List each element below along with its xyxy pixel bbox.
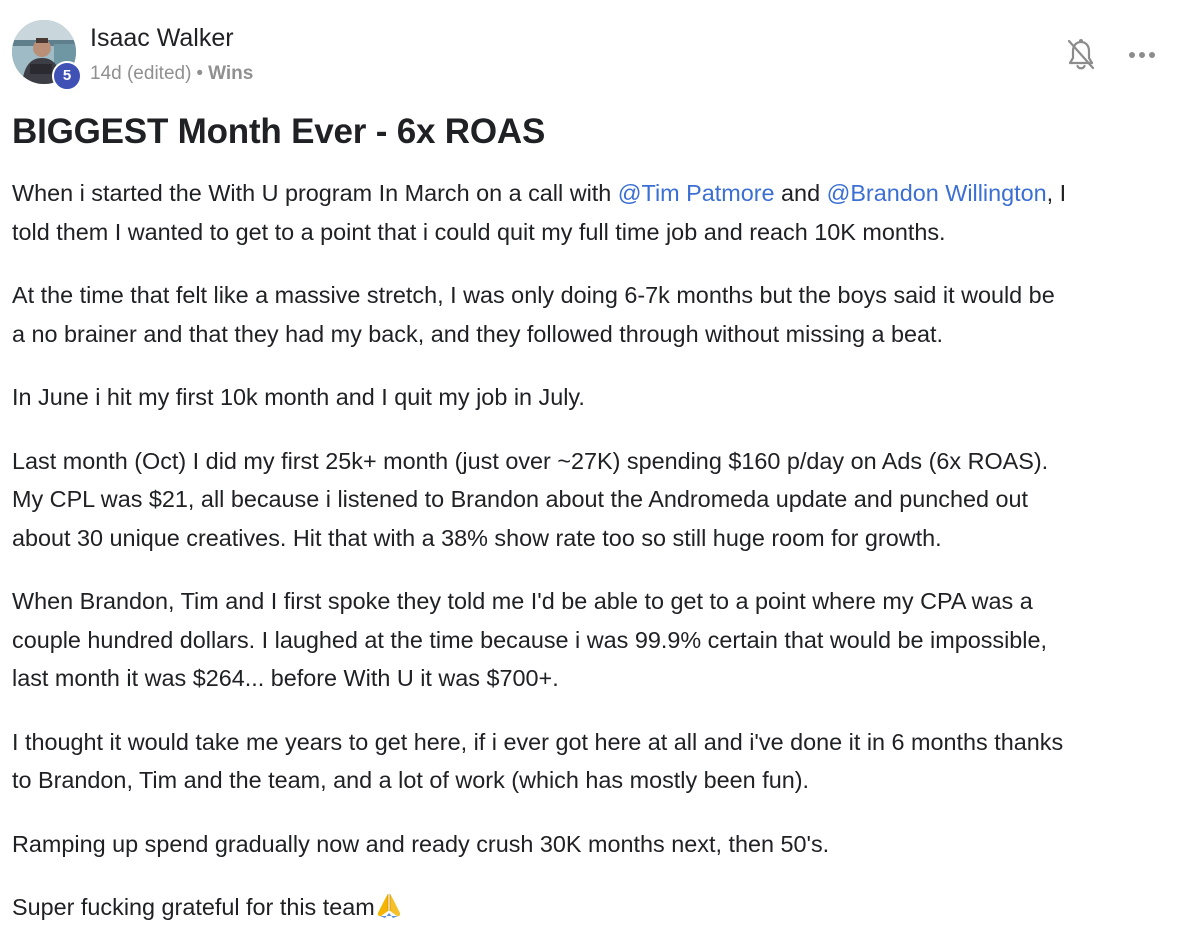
post-time: 14d (edited) <box>90 63 192 84</box>
paragraph-text: When i started the With U program In March on a call with <box>12 180 618 206</box>
level-badge: 5 <box>52 61 82 91</box>
paragraph-text: Super fucking grateful for this team <box>12 894 375 920</box>
paragraph-text: At the time that felt like a massive stretch, I was only doing 6-7k months but the boys said it would be <box>12 282 1055 308</box>
paragraph-text: When Brandon, Tim and I first spoke they told me I'd be able to get to a point where my CPA was a <box>12 588 1033 614</box>
paragraph-8 <box>12 888 1172 927</box>
paragraph-text: last month it was $264... before With U it was $700+. <box>12 665 559 691</box>
paragraph-text: , I <box>1046 180 1067 206</box>
post-category[interactable]: Wins <box>208 63 254 84</box>
bell-muted-icon[interactable] <box>1066 38 1096 72</box>
post-body <box>12 174 1172 952</box>
more-dots-icon[interactable] <box>1124 40 1160 70</box>
post-title: BIGGEST Month Ever - 6x ROAS <box>12 112 546 151</box>
paragraph-text: and <box>774 180 827 206</box>
folded-hands-emoji-icon <box>375 891 403 919</box>
meta-separator: • <box>196 63 204 84</box>
paragraph-6 <box>12 723 1172 800</box>
paragraph-text: My CPL was $21, all because i listened to Brandon about the Andromeda update and punched out <box>12 486 1029 512</box>
post-meta <box>90 63 253 85</box>
paragraph-text: couple hundred dollars. I laughed at the time because i was 99.9% certain that would be impossible, <box>12 626 1048 653</box>
paragraph-text: a no brainer and that they had my back, and they followed through without missing a beat. <box>12 320 943 347</box>
author-name[interactable]: Isaac Walker <box>90 24 234 52</box>
mention-brandon-willington[interactable]: @Brandon Willington <box>826 180 1047 206</box>
paragraph-7 <box>12 825 1172 864</box>
paragraph-text: In June i hit my first 10k month and I quit my job in July. <box>12 384 585 410</box>
paragraph-text: about 30 unique creatives. Hit that with a 38% show rate too so still huge room for growth. <box>12 524 942 551</box>
avatar-wrap[interactable] <box>12 18 78 88</box>
paragraph-3 <box>12 378 1172 417</box>
mention-tim-patmore[interactable]: @Tim Patmore <box>617 180 775 206</box>
paragraph-text: Last month (Oct) I did my first 25k+ month (just over ~27K) spending $160 p/day on Ads (6x ROAS). <box>12 447 1049 474</box>
paragraph-4 <box>12 442 1172 558</box>
paragraph-text: Ramping up spend gradually now and ready crush 30K months next, then 50's. <box>12 830 830 857</box>
paragraph-text: told them I wanted to get to a point that i could quit my full time job and reach 10K months. <box>12 218 946 245</box>
post-header <box>12 18 1172 88</box>
paragraph-5 <box>12 582 1172 698</box>
paragraph-text: to Brandon, Tim and the team, and a lot of work (which has mostly been fun). <box>12 767 809 793</box>
paragraph-2 <box>12 276 1172 353</box>
paragraph-text: I thought it would take me years to get here, if i ever got here at all and i've done it in 6 months thanks <box>12 728 1064 755</box>
paragraph-1 <box>12 174 1172 251</box>
